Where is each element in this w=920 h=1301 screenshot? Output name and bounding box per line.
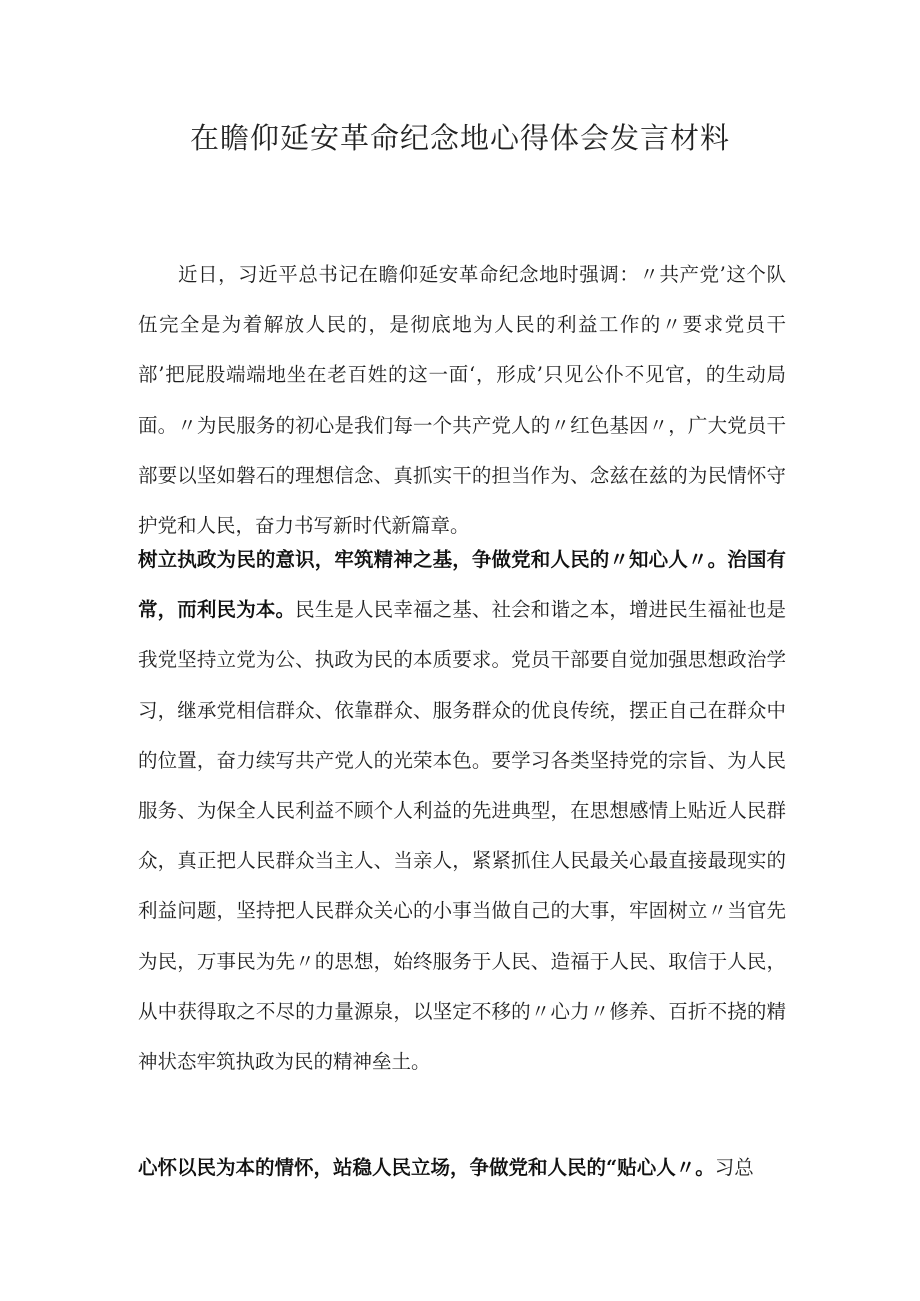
intro-paragraph: 近日，习近平总书记在瞻仰延安革命纪念地时强调：〃共产党’这个队伍完全是为着解放人民的，是彻底地为人民的利益工作的〃要求党员干部’把屁股端端地坐在老百姓的这一面‘，形成’只见公仆不见官，的生动局面。〃为民服务的初心是我们每一个共产党人的〃红色基因〃，广大党员干部要以坚如磐石的理想信念、真抓实干的担当作为、念兹在兹的为民情怀守护党和人民，奋力书写新时代新篇章。 [138, 263, 786, 538]
section-1-heading: 树立执政为民的意识，牢筑精神之基，争做党和人民的〃知心人〃。治国有常，而利民为本。 [138, 548, 786, 622]
document-title: 在瞻仰延安革命纪念地心得体会发言材料 [189, 121, 730, 155]
section-1-body: 民生是人民幸福之基、社会和谐之本，增进民生福祉也是我党坚持立党为公、执政为民的本质要求。党员干部要自觉加强思想政治学习，继承党相信群众、依靠群众、服务群众的优良传统，摆正自己在群众中的位置，奋力续写共产党人的光荣本色。要学习各类坚持党的宗旨、为人民服务、为保全人民利益不顾个人利益的先进典型，在思想感情上贴近人民群众，真正把人民群众当主人、当亲人，紧紧抓住人民最关心最直接最现实的利益问题，坚持把人民群众关心的小事当做自己的大事，牢固树立〃当官先为民，万事民为先〃的思想，始终服务于人民、造福于人民、取信于人民，从中获得取之不尽的力量源泉，以坚定不移的〃心力〃修养、百折不挠的精神状态牢筑执政为民的精神垒土。 [138, 598, 786, 1074]
section-2-heading: 心怀以民为本的情怀，站稳人民立场，争做党和人民的“贴心人〃。 [138, 1156, 715, 1179]
section-2-paragraph [138, 1143, 786, 1193]
section-2-body: 习总 [714, 1156, 754, 1179]
section-1-paragraph [138, 535, 786, 1087]
